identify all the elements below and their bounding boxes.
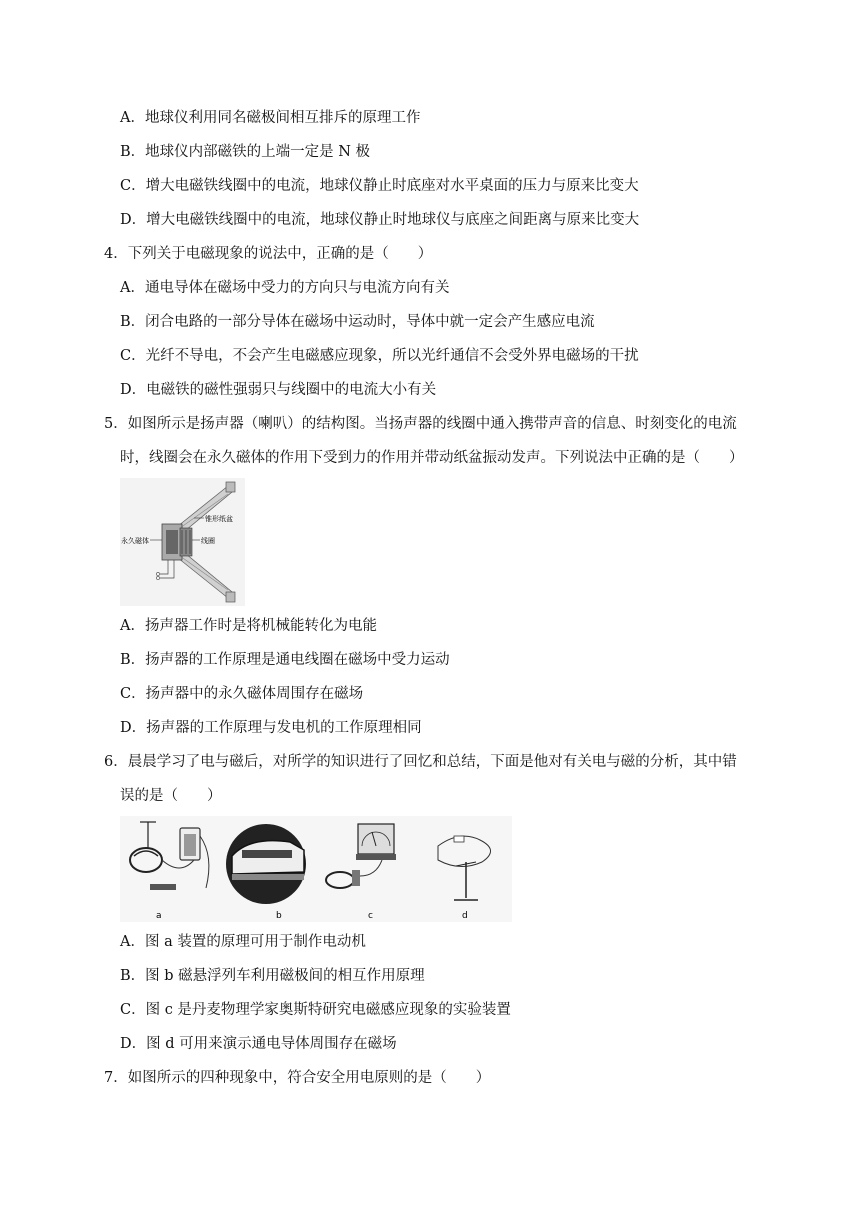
q6-stem-line1: 6．晨晨学习了电与磁后，对所学的知识进行了回忆和总结，下面是他对有关电与磁的分析，其中错 (104, 754, 737, 770)
q5-option-c: C．扬声器中的永久磁体周围存在磁场 (120, 686, 364, 702)
q4-stem: 4．下列关于电磁现象的说法中，正确的是（ ） (104, 246, 433, 262)
figure-a-caption: a (156, 911, 162, 921)
q3-option-c: C．增大电磁铁线圈中的电流，地球仪静止时底座对水平桌面的压力与原来比变大 (120, 178, 639, 194)
q3-option-d: D．增大电磁铁线圈中的电流，地球仪静止时地球仪与底座之间距离与原来比变大 (120, 212, 640, 228)
q6-option-d: D．图 d 可用来演示通电导体周围存在磁场 (120, 1036, 397, 1052)
q5-option-b: B．扬声器的工作原理是通电线圈在磁场中受力运动 (120, 652, 450, 668)
q5-option-d: D．扬声器的工作原理与发电机的工作原理相同 (120, 720, 422, 736)
q4-option-c: C．光纤不导电，不会产生电磁感应现象，所以光纤通信不会受外界电磁场的干扰 (120, 348, 639, 364)
q4-option-a: A．通电导体在磁场中受力的方向只与电流方向有关 (120, 280, 450, 296)
q6-option-b: B．图 b 磁悬浮列车利用磁极间的相互作用原理 (120, 968, 425, 984)
q3-option-b: B．地球仪内部磁铁的上端一定是 N 极 (120, 144, 371, 160)
q4-option-d: D．电磁铁的磁性强弱只与线圈中的电流大小有关 (120, 382, 437, 398)
q5-option-a: A．扬声器工作时是将机械能转化为电能 (120, 618, 377, 634)
q5-stem-line2: 时，线圈会在永久磁体的作用下受到力的作用并带动纸盆振动发声。下列说法中正确的是（ ） (120, 450, 744, 466)
q5-stem-line1: 5．如图所示是扬声器（喇叭）的结构图。当扬声器的线圈中通入携带声音的信息、时刻变化的电流 (104, 416, 737, 432)
q4-option-b: B．闭合电路的一部分导体在磁场中运动时，导体中就一定会产生感应电流 (120, 314, 595, 330)
electromagnetism-figures (120, 816, 512, 922)
speaker-structure-figure (120, 478, 245, 606)
q3-option-a: A．地球仪利用同名磁极间相互排斥的原理工作 (120, 110, 421, 126)
q6-option-c: C．图 c 是丹麦物理学家奥斯特研究电磁感应现象的实验装置 (120, 1002, 511, 1018)
figure-b-caption: b (276, 911, 282, 921)
q6-option-a: A．图 a 装置的原理可用于制作电动机 (120, 934, 366, 950)
speaker-coil-label: 线圈 (201, 537, 215, 545)
q7-stem: 7．如图所示的四种现象中，符合安全用电原则的是（ ） (104, 1070, 491, 1086)
speaker-magnet-label: 永久磁体 (121, 537, 149, 545)
speaker-cone-label: 锥形纸盆 (205, 515, 233, 523)
figure-d-caption: d (462, 911, 468, 921)
q6-stem-line2: 误的是（ ） (120, 788, 222, 804)
figure-c-caption: c (368, 911, 373, 921)
